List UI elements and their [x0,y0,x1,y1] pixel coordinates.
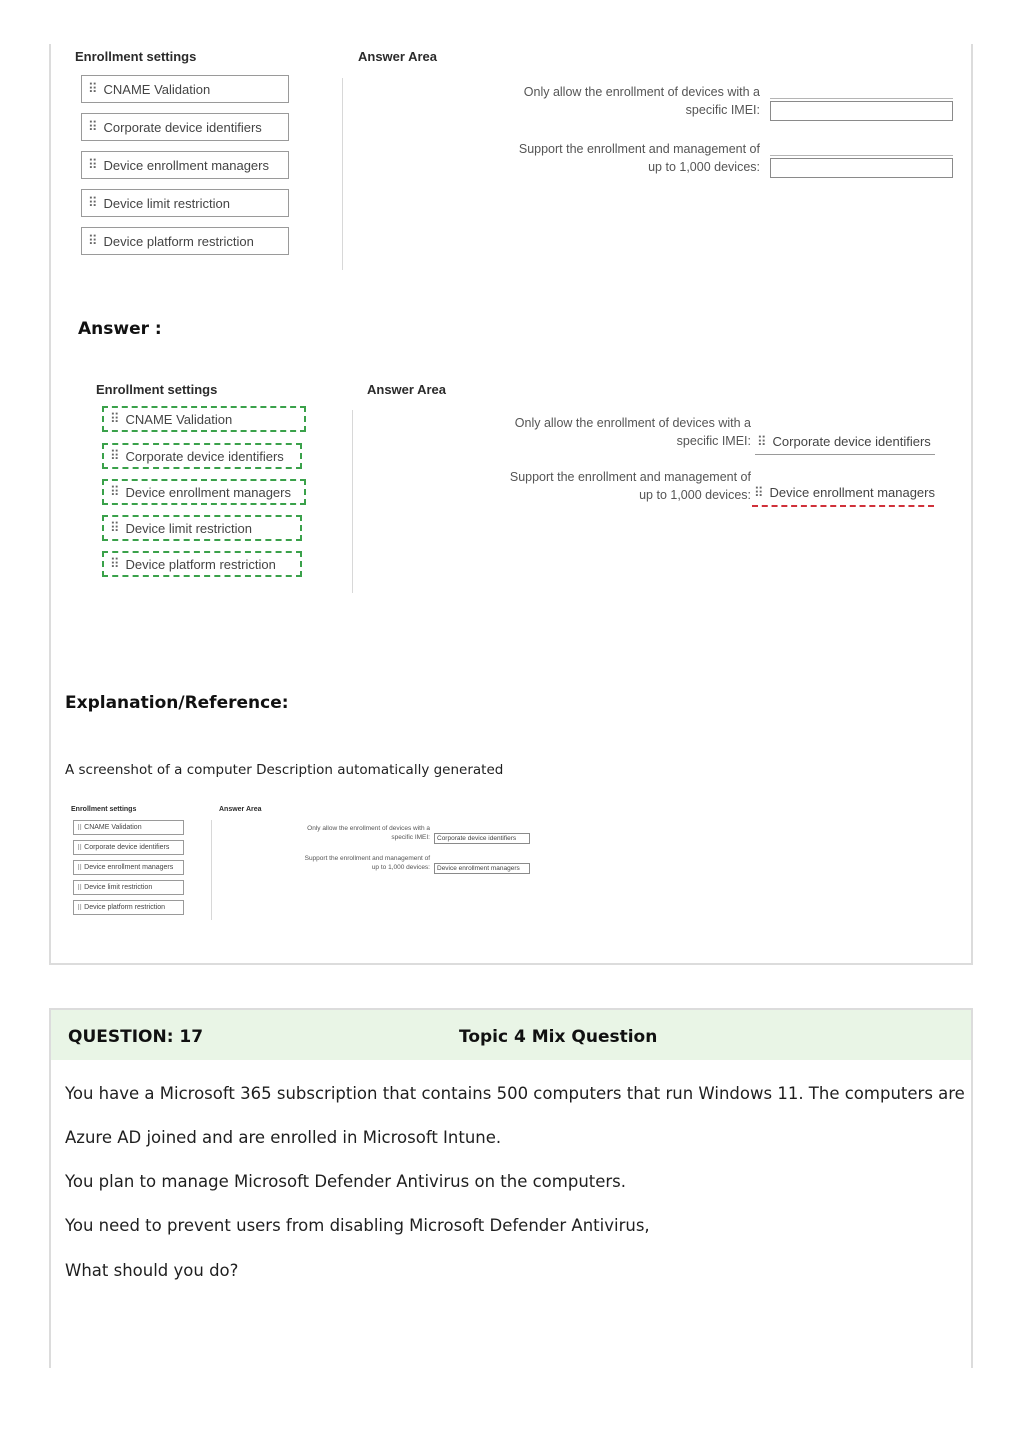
tile-corporate-device-identifiers[interactable]: ⠿ Corporate device identifiers [73,840,184,855]
answer-label: Answer : [78,319,162,339]
drag-handle-icon: ⠿ [77,824,82,832]
question-imei: Only allow the enrollment of devices with a specific IMEI: [514,416,751,448]
question-1000-devices: Support the enrollment and management of up to 1,000 devices: [518,142,760,174]
drag-handle-icon: ⠿ [77,884,82,892]
question-line-3: You plan to manage Microsoft Defender Antivirus on the computers. [65,1172,627,1191]
answer-slot-imei[interactable]: Corporate device identifiers [434,833,530,844]
question-line-2: Azure AD joined and are enrolled in Microsoft Intune. [65,1128,502,1147]
question-number: QUESTION: 17 [68,1027,204,1047]
tile-device-limit-restriction[interactable]: ⠿ Device limit restriction [73,880,184,895]
drag-handle-icon: ⠿ [88,119,97,134]
question-header [51,1010,971,1060]
enrollment-settings-heading: Enrollment settings [75,49,197,64]
tile-device-limit-restriction[interactable]: ⠿ Device limit restriction [102,515,302,541]
question-line-1: You have a Microsoft 365 subscription that contains 500 computers that run Windows 11. The computers are [65,1084,965,1103]
tile-device-platform-restriction[interactable]: ⠿ Device platform restriction [73,900,184,915]
question-topic: Topic 4 Mix Question [459,1027,658,1047]
answer-slot-1000-devices[interactable] [770,158,953,178]
divider [342,78,343,270]
tile-device-limit-restriction[interactable]: ⠿ Device limit restriction [81,189,289,217]
drag-handle-icon: ⠿ [77,844,82,852]
drag-handle-icon: ⠿ [88,81,97,96]
enrollment-screenshot-small [0,800,1024,930]
slot-underline [770,98,953,99]
drag-handle-icon: ⠿ [110,556,119,571]
tile-device-enrollment-managers[interactable]: ⠿ Device enrollment managers [73,860,184,875]
answer-underline-dashed [752,505,934,507]
drag-handle-icon: ⠿ [757,434,767,449]
explanation-heading: Explanation/Reference: [65,693,289,713]
enrollment-screenshot-top [0,0,1024,280]
drag-handle-icon: ⠿ [110,484,119,499]
question-line-4: You need to prevent users from disabling Microsoft Defender Antivirus, [65,1216,650,1235]
slot-underline [770,155,953,156]
question-imei: Only allow the enrollment of devices with a specific IMEI: [307,825,430,841]
answer-slot-imei[interactable] [770,101,953,121]
drag-handle-icon: ⠿ [110,448,119,463]
enrollment-screenshot-answer [0,370,1024,600]
question-imei: Only allow the enrollment of devices with a specific IMEI: [523,85,760,117]
answer-area-heading: Answer Area [219,806,262,813]
divider [352,410,353,593]
drag-handle-icon: ⠿ [77,904,82,912]
image-caption: A screenshot of a computer Description automatically generated [65,762,504,778]
answer-area-heading: Answer Area [367,382,446,397]
drag-handle-icon: ⠿ [88,157,97,172]
question-1000-devices: Support the enrollment and management of up to 1,000 devices: [304,855,430,871]
enrollment-settings-heading: Enrollment settings [96,382,218,397]
answer-underline [755,454,935,455]
answer-1000-devices[interactable]: ⠿ Device enrollment managers [754,485,935,500]
tile-cname-validation[interactable]: ⠿ CNAME Validation [73,820,184,835]
divider [211,820,212,920]
drag-handle-icon: ⠿ [110,411,119,426]
tile-device-platform-restriction[interactable]: ⠿ Device platform restriction [102,551,302,577]
tile-device-platform-restriction[interactable]: ⠿ Device platform restriction [81,227,289,255]
drag-handle-icon: ⠿ [754,485,764,500]
answer-imei[interactable]: ⠿ Corporate device identifiers [757,434,931,449]
drag-handle-icon: ⠿ [77,864,82,872]
answer-slot-1000-devices[interactable]: Device enrollment managers [434,863,530,874]
tile-corporate-device-identifiers[interactable]: ⠿ Corporate device identifiers [102,443,302,469]
enrollment-settings-heading: Enrollment settings [71,806,137,813]
tile-cname-validation[interactable]: ⠿ CNAME Validation [102,406,306,432]
drag-handle-icon: ⠿ [88,233,97,248]
tile-cname-validation[interactable]: ⠿ CNAME Validation [81,75,289,103]
drag-handle-icon: ⠿ [110,520,119,535]
question-line-5: What should you do? [65,1261,239,1280]
tile-device-enrollment-managers[interactable]: ⠿ Device enrollment managers [81,151,289,179]
answer-area-heading: Answer Area [358,49,437,64]
drag-handle-icon: ⠿ [88,195,97,210]
question-1000-devices: Support the enrollment and management of up to 1,000 devices: [509,470,751,502]
tile-corporate-device-identifiers[interactable]: ⠿ Corporate device identifiers [81,113,289,141]
tile-device-enrollment-managers[interactable]: ⠿ Device enrollment managers [102,479,306,505]
